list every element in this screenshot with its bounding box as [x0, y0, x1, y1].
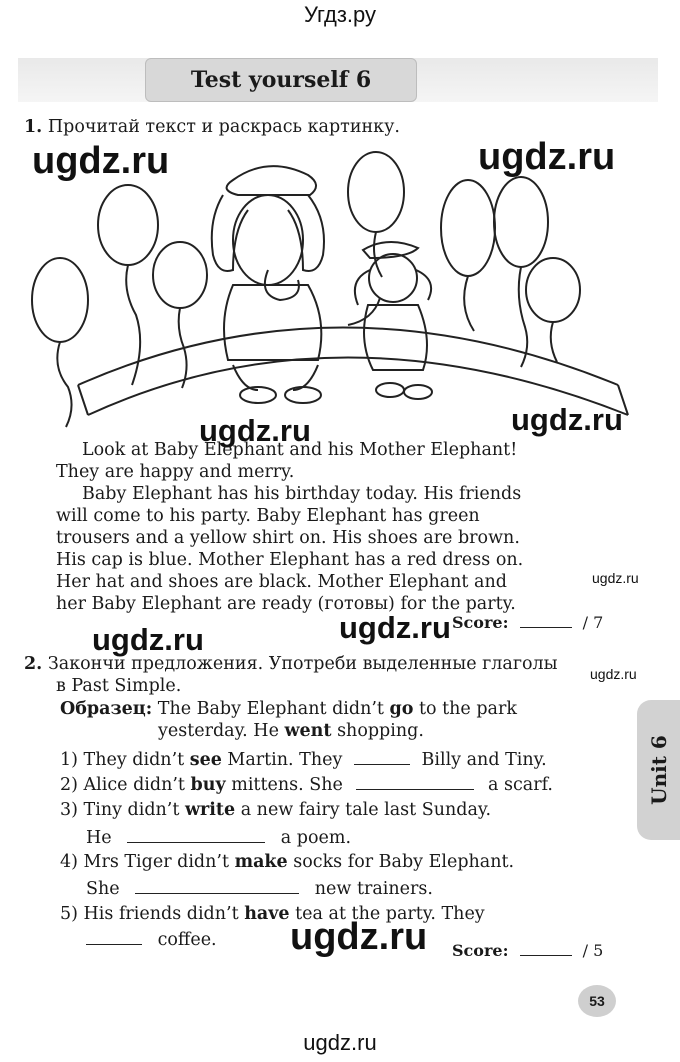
score-max: / 5 — [582, 941, 604, 960]
text-line: Baby Elephant has his birthday today. His friends — [82, 484, 522, 504]
example-text: to the park — [413, 699, 517, 719]
text-line: His cap is blue. Mother Elephant has a red dress on. — [56, 550, 524, 570]
task2-number: 2. — [24, 654, 43, 674]
exercise-item-3-cont — [86, 828, 351, 850]
item-number: 4) — [60, 852, 78, 872]
watermark: ugdz.ru — [511, 402, 623, 437]
item-number: 5) — [60, 904, 78, 924]
item-text: Martin. They — [221, 750, 343, 770]
text-line: trousers and a yellow shirt on. His shoes are brown. — [56, 528, 520, 548]
item-number: 1) — [60, 750, 78, 770]
answer-blank[interactable] — [86, 943, 142, 945]
watermark: ugdz.ru — [92, 622, 204, 657]
answer-blank[interactable] — [354, 763, 410, 765]
answer-blank[interactable] — [135, 892, 299, 894]
answer-blank[interactable] — [356, 788, 474, 790]
watermark-small: ugdz.ru — [592, 570, 639, 586]
item-text: Mrs Tiger didn’t — [83, 852, 235, 872]
text-line: her Baby Elephant are ready (готовы) for the party. — [56, 594, 516, 614]
watermark: ugdz.ru — [199, 413, 311, 448]
score-max: / 7 — [582, 613, 604, 632]
example-verb: go — [389, 699, 414, 719]
item-verb: write — [184, 800, 236, 820]
page-title: Test yourself 6 — [145, 58, 417, 102]
watermark: ugdz.ru — [32, 140, 170, 182]
task2-instruction: Закончи предложения. Употреби выделенные глаголы — [47, 654, 558, 674]
text-line: Look at Baby Elephant and his Mother Elephant! — [82, 440, 518, 460]
example-text: yesterday. He — [158, 721, 285, 741]
unit-tab-label: Unit 6 — [646, 735, 671, 805]
watermark: ugdz.ru — [339, 610, 451, 645]
task1-instruction-row — [24, 117, 400, 138]
item-verb: have — [244, 904, 290, 924]
score-blank[interactable] — [520, 954, 572, 956]
item-text: a poem. — [280, 828, 352, 848]
exercise-item-4 — [60, 852, 514, 874]
item-text: new trainers. — [314, 879, 433, 899]
exercise-item-4-cont — [86, 879, 433, 901]
text-line: They are happy and merry. — [56, 462, 295, 482]
watermark: ugdz.ru — [290, 916, 428, 958]
elephants-illustration — [18, 150, 658, 440]
item-text: socks for Baby Elephant. — [287, 852, 515, 872]
site-label-bottom: ugdz.ru — [303, 1030, 377, 1055]
task1-number: 1. — [24, 117, 43, 137]
task2-instruction-2: в Past Simple. — [56, 676, 182, 696]
item-text: coffee. — [157, 930, 217, 950]
example-text: shopping. — [331, 721, 424, 741]
item-number: 3) — [60, 800, 78, 820]
score-label: Score: — [452, 941, 509, 960]
score-blank[interactable] — [520, 626, 572, 628]
item-verb: buy — [190, 775, 226, 795]
item-text: Billy and Tiny. — [421, 750, 547, 770]
item-text: a new fairy tale last Sunday. — [235, 800, 492, 820]
item-text: a scarf. — [488, 775, 553, 795]
item-text: Alice didn’t — [83, 775, 191, 795]
exercise-item-5-cont — [86, 930, 217, 952]
exercise-item-2 — [60, 775, 553, 797]
example-verb: went — [284, 721, 332, 741]
site-label-top: Угдз.ру — [303, 2, 377, 27]
item-text: Tiny didn’t — [83, 800, 185, 820]
task1-score — [452, 613, 603, 632]
example-line-1 — [60, 699, 517, 721]
score-label: Score: — [452, 613, 509, 632]
item-text: His friends didn’t — [83, 904, 245, 924]
watermark-small: ugdz.ru — [590, 666, 637, 682]
example-text: The Baby Elephant didn’t — [157, 699, 390, 719]
item-verb: make — [234, 852, 288, 872]
text-line: will come to his party. Baby Elephant has green — [56, 506, 480, 526]
exercise-item-3 — [60, 800, 491, 822]
example-line-2 — [158, 721, 424, 743]
item-text: tea at the party. They — [289, 904, 485, 924]
task1-instruction: Прочитай текст и раскрась картинку. — [47, 117, 400, 137]
item-number: 2) — [60, 775, 78, 795]
item-text: mittens. She — [225, 775, 343, 795]
exercise-item-1 — [60, 750, 547, 772]
page-number: 53 — [578, 985, 616, 1017]
answer-blank[interactable] — [127, 841, 265, 843]
text-line: Her hat and shoes are black. Mother Elephant and — [56, 572, 507, 592]
watermark: ugdz.ru — [478, 136, 616, 178]
task2-instruction-row — [24, 654, 558, 675]
item-text: She — [86, 879, 120, 899]
task2-score — [452, 941, 603, 960]
item-verb: see — [189, 750, 222, 770]
example-label: Образец: — [60, 699, 153, 719]
item-text: They didn’t — [83, 750, 190, 770]
unit-tab-label-wrap — [637, 700, 680, 840]
item-text: He — [86, 828, 112, 848]
